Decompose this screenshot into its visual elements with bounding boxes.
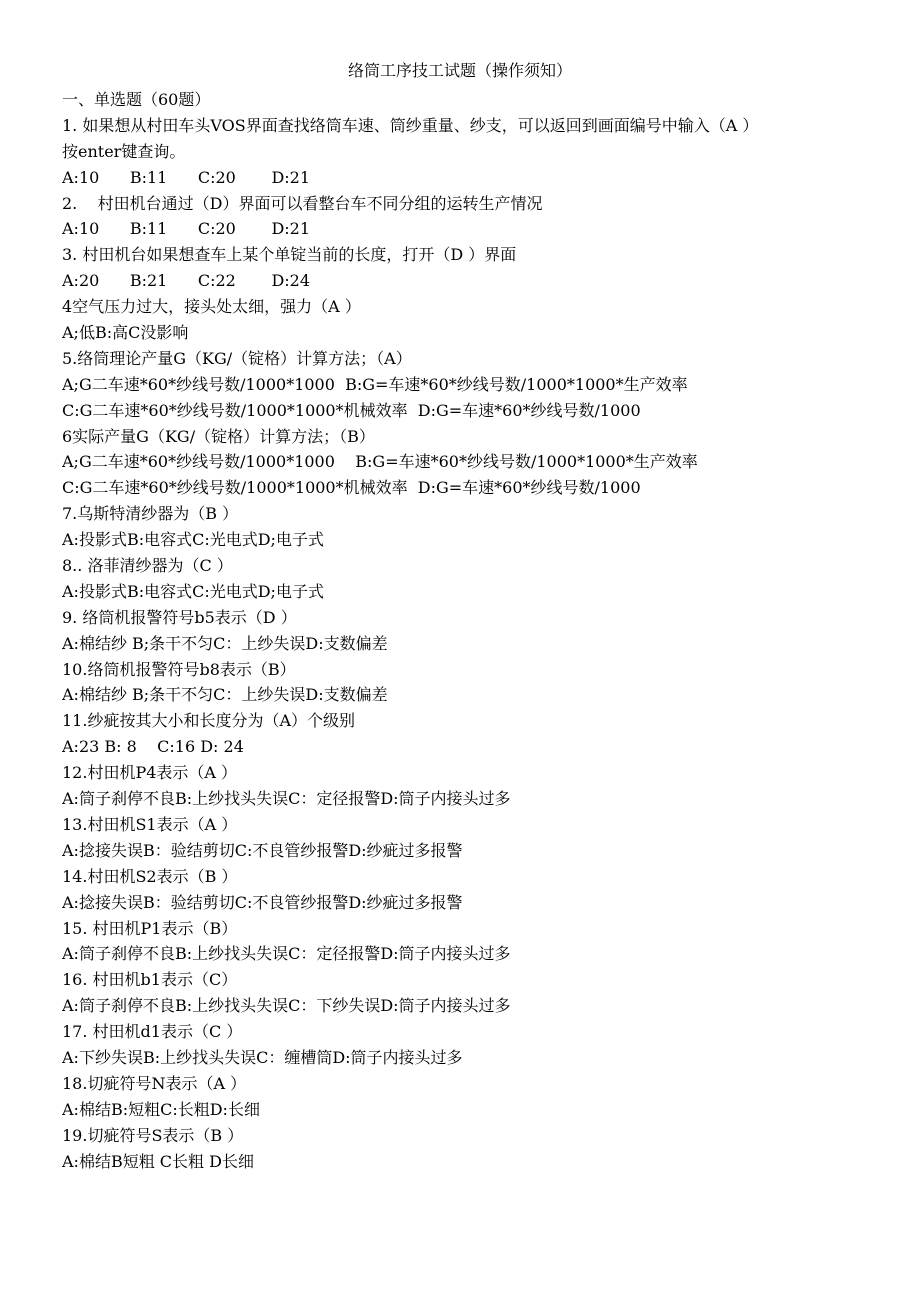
text-line: A:23 B: 8 C:16 D: 24	[62, 737, 244, 757]
text-line: C:G二车速*60*纱线号数/1000*1000*机械效率 D:G=车速*60*纱线号数/1000	[62, 478, 641, 498]
text-line: 按enter键查询。	[62, 141, 186, 161]
text-line: A;G二车速*60*纱线号数/1000*1000 B:G=车速*60*纱线号数/1000*1000*生产效率	[62, 374, 688, 394]
document-title: 络筒工序技工试题（操作须知）	[347, 61, 572, 80]
text-line: A;G二车速*60*纱线号数/1000*1000 B:G=车速*60*纱线号数/1000*1000*生产效率	[62, 452, 698, 472]
text-line: 9. 络筒机报警符号b5表示（D ）	[62, 607, 297, 627]
text-line: 15. 村田机P1表示（B）	[62, 918, 238, 938]
text-line: 5.络筒理论产量G（KG/（锭格）计算方法；（A）	[62, 348, 412, 368]
text-line: 10.络筒机报警符号b8表示（B）	[62, 659, 296, 679]
text-line: 8.. 洛菲清纱器为（C ）	[62, 556, 233, 576]
text-line: C:G二车速*60*纱线号数/1000*1000*机械效率 D:G=车速*60*纱线号数/1000	[62, 400, 641, 420]
text-line: A;低B:高C没影响	[62, 323, 189, 343]
text-line: 2. 村田机台通过（D）界面可以看整台车不同分组的运转生产情况	[62, 193, 543, 213]
text-line: A:20 B:21 C:22 D:24	[62, 271, 311, 291]
text-line: A:投影式B:电容式C:光电式D;电子式	[62, 530, 324, 550]
text-line: 17. 村田机d1表示（C ）	[62, 1022, 243, 1042]
text-line: 3. 村田机台如果想查车上某个单锭当前的长度，打开（D ）界面	[62, 245, 517, 265]
question-list	[62, 87, 912, 1174]
text-line: A:棉结B短粗 C长粗 D长细	[62, 1151, 254, 1171]
text-line: 4空气压力过大，接头处太细，强力（A ）	[62, 297, 361, 317]
text-line: 11.纱疵按其大小和长度分为（A）个级别	[62, 711, 356, 731]
text-line: 6实际产量G（KG/（锭格）计算方法；（B）	[62, 426, 375, 446]
section-heading: 一、单选题（60题）	[62, 90, 211, 109]
text-line: A:棉结B:短粗C:长粗D:长细	[62, 1099, 260, 1119]
text-line: A:捻接失误B：验结剪切C:不良管纱报警D:纱疵过多报警	[62, 840, 463, 860]
text-line: A:筒子刹停不良B:上纱找头失误C：下纱失误D:筒子内接头过多	[62, 996, 511, 1016]
text-line: 18.切疵符号N表示（A ）	[62, 1073, 247, 1093]
text-line: 12.村田机P4表示（A ）	[62, 763, 238, 783]
text-line: 13.村田机S1表示（A ）	[62, 814, 238, 834]
text-line: A:筒子刹停不良B:上纱找头失误C：定径报警D:筒子内接头过多	[62, 944, 511, 964]
text-line: A:筒子刹停不良B:上纱找头失误C：定径报警D:筒子内接头过多	[62, 789, 511, 809]
text-line: A:棉结纱 B;条干不匀C：上纱失误D:支数偏差	[62, 633, 388, 653]
text-line: A:捻接失误B：验结剪切C:不良管纱报警D:纱疵过多报警	[62, 892, 463, 912]
text-line: 16. 村田机b1表示（C）	[62, 970, 238, 990]
text-line: A:下纱失误B:上纱找头失误C：缠槽筒D:筒子内接头过多	[62, 1047, 463, 1067]
text-line: 1. 如果想从村田车头VOS界面查找络筒车速、筒纱重量、纱支，可以返回到画面编号中输入（A ）	[62, 115, 759, 135]
text-line: 19.切疵符号S表示（B ）	[62, 1125, 244, 1145]
text-line: A:10 B:11 C:20 D:21	[62, 219, 311, 239]
text-line: A:投影式B:电容式C:光电式D;电子式	[62, 581, 324, 601]
text-line: 7.乌斯特清纱器为（B ）	[62, 504, 239, 524]
text-line: A:10 B:11 C:20 D:21	[62, 167, 311, 187]
text-line: A:棉结纱 B;条干不匀C：上纱失误D:支数偏差	[62, 685, 388, 705]
text-line: 14.村田机S2表示（B ）	[62, 866, 238, 886]
